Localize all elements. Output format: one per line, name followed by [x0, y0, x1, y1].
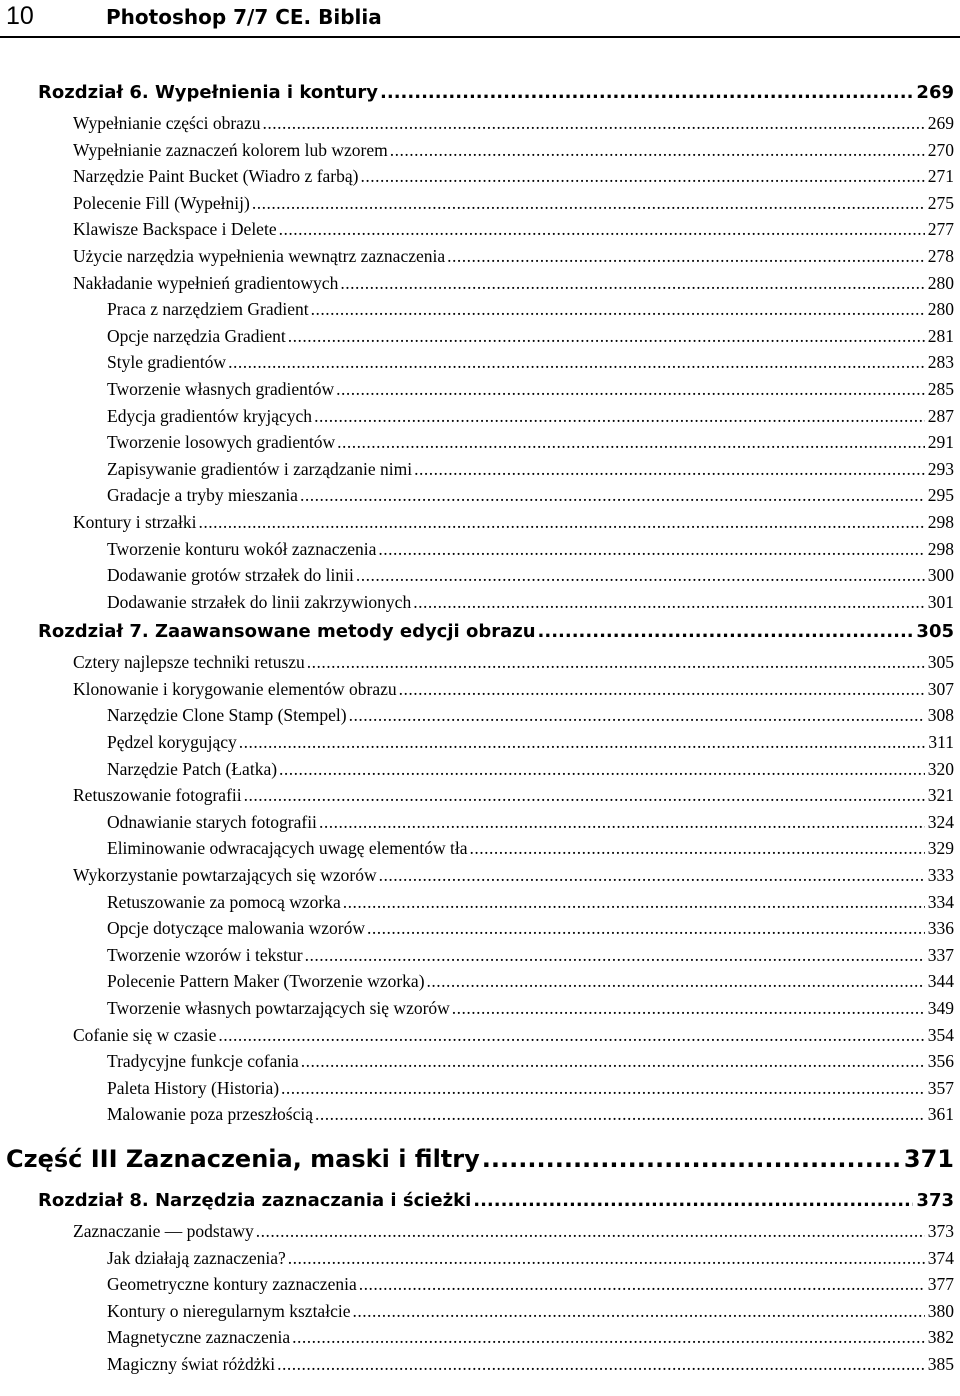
toc-entry-page: 374 [927, 1247, 954, 1268]
toc-entry-title: Kontury o nieregularnym kształcie [107, 1300, 351, 1321]
toc-section-row [0, 243, 960, 270]
toc-subsection-row [0, 756, 960, 783]
toc-entry-page: 280 [927, 299, 954, 320]
dot-leader [399, 676, 925, 703]
toc-entry-title: Narzędzie Clone Stamp (Stempel) [107, 705, 347, 726]
toc-entry-page: 280 [927, 272, 954, 293]
toc-entry-title: Tradycyjne funkcje cofania [107, 1051, 299, 1072]
toc-subsection-row [0, 729, 960, 756]
toc-entry-page: 336 [927, 918, 954, 939]
toc-subsection-row [0, 482, 960, 509]
dot-leader [288, 323, 925, 350]
toc-section-row [0, 782, 960, 809]
toc-entry-page: 298 [927, 511, 954, 532]
toc-subsection-row [0, 456, 960, 483]
toc-entry-page: 329 [927, 838, 954, 859]
toc-subsection-row [0, 536, 960, 563]
toc-subsection-row [0, 889, 960, 916]
toc-entry-page: 285 [927, 378, 954, 399]
toc-subsection-row [0, 1271, 960, 1298]
toc-entry-title: Dodawanie strzałek do linii zakrzywionych [107, 591, 412, 612]
toc-entry-page: 371 [903, 1144, 954, 1173]
dot-leader [300, 482, 925, 509]
toc-entry-title: Jak działają zaznaczenia? [107, 1247, 286, 1268]
dot-leader [367, 915, 925, 942]
dot-leader [288, 1245, 925, 1272]
dot-leader [473, 1184, 913, 1218]
dot-leader [307, 649, 925, 676]
toc-entry-title: Style gradientów [107, 352, 227, 373]
toc-section-row [0, 1218, 960, 1245]
toc-entry-title: Paleta History (Historia) [107, 1077, 280, 1098]
toc-entry-page: 354 [927, 1024, 954, 1045]
toc-entry-page: 305 [916, 621, 954, 643]
toc-chapter-row [0, 76, 960, 110]
toc-entry-page: 291 [927, 432, 954, 453]
dot-leader [413, 589, 925, 616]
dot-leader [447, 243, 925, 270]
toc-section-row [0, 649, 960, 676]
toc-entry-page: 344 [927, 971, 954, 992]
dot-leader [427, 968, 925, 995]
toc-subsection-row [0, 1351, 960, 1378]
toc-entry-page: 307 [927, 678, 954, 699]
toc-chapter-row [0, 615, 960, 649]
page-header [0, 0, 960, 38]
toc-entry-title: Wykorzystanie powtarzających się wzorów [73, 865, 377, 886]
toc-section-row [0, 163, 960, 190]
toc-section-row [0, 190, 960, 217]
dot-leader [379, 862, 925, 889]
toc-entry-page: 275 [927, 192, 954, 213]
toc-entry-page: 380 [927, 1300, 954, 1321]
toc-entry-title: Użycie narzędzia wypełnienia wewnątrz zaznaczenia [73, 245, 446, 266]
toc-section-row [0, 216, 960, 243]
dot-leader [538, 615, 914, 649]
toc-subsection-row [0, 1245, 960, 1272]
dot-leader [349, 702, 925, 729]
toc-entry-title: Gradacje a tryby mieszania [107, 485, 298, 506]
dot-leader [336, 376, 925, 403]
toc-entry-title: Pędzel korygujący [107, 732, 237, 753]
toc-entry-page: 377 [927, 1274, 954, 1295]
toc-entry-page: 271 [927, 166, 954, 187]
toc-subsection-row [0, 702, 960, 729]
toc-entry-title: Malowanie poza przeszłością [107, 1104, 314, 1125]
toc-entry-title: Wypełnianie zaznaczeń kolorem lub wzorem [73, 139, 388, 160]
dot-leader [281, 1075, 925, 1102]
toc-entry-page: 287 [927, 405, 954, 426]
dot-leader [360, 163, 924, 190]
toc-section-row [0, 509, 960, 536]
toc-entry-page: 298 [927, 538, 954, 559]
dot-leader [319, 809, 925, 836]
dot-leader [482, 1134, 901, 1184]
toc-subsection-row [0, 915, 960, 942]
toc-entry-title: Tworzenie losowych gradientów [107, 432, 336, 453]
toc-subsection-row [0, 1075, 960, 1102]
toc-entry-title: Praca z narzędziem Gradient [107, 299, 309, 320]
dot-leader [198, 509, 924, 536]
toc-section-row [0, 110, 960, 137]
dot-leader [239, 729, 926, 756]
dot-leader [340, 270, 924, 297]
page-number: 10 [6, 2, 34, 30]
toc-entry-page: 295 [927, 485, 954, 506]
toc-entry-title: Cztery najlepsze techniki retuszu [73, 652, 305, 673]
toc-entry-title: Dodawanie grotów strzałek do linii [107, 565, 354, 586]
dot-leader [301, 1048, 925, 1075]
toc-entry-title: Retuszowanie fotografii [73, 785, 242, 806]
toc-subsection-row [0, 296, 960, 323]
toc-entry-page: 293 [927, 458, 954, 479]
toc-entry-title: Klonowanie i korygowanie elementów obrazu [73, 678, 397, 699]
toc-subsection-row [0, 1324, 960, 1351]
dot-leader [228, 349, 925, 376]
dot-leader [311, 296, 925, 323]
toc-entry-page: 269 [927, 113, 954, 133]
dot-leader [292, 1324, 925, 1351]
dot-leader [244, 782, 925, 809]
toc-entry-page: 269 [916, 82, 954, 103]
toc-entry-title: Opcje narzędzia Gradient [107, 325, 286, 346]
toc-entry-page: 311 [928, 732, 954, 753]
toc-entry-title: Wypełnianie części obrazu [73, 113, 261, 133]
toc-subsection-row [0, 1101, 960, 1128]
toc-entry-title: Tworzenie wzorów i tekstur [107, 944, 303, 965]
toc-subsection-row [0, 349, 960, 376]
toc-subsection-row [0, 403, 960, 430]
dot-leader [356, 562, 925, 589]
toc-entry-page: 356 [927, 1051, 954, 1072]
toc-entry-page: 357 [927, 1077, 954, 1098]
dot-leader [352, 1298, 924, 1325]
toc-entry-title: Cofanie się w czasie [73, 1024, 217, 1045]
dot-leader [262, 110, 924, 137]
toc-subsection-row [0, 1048, 960, 1075]
toc-entry-title: Rozdział 7. Zaawansowane metody edycji obrazu [38, 621, 536, 643]
toc-entry-title: Polecenie Fill (Wypełnij) [73, 192, 250, 213]
toc-entry-page: 349 [927, 998, 954, 1018]
dot-leader [279, 756, 925, 783]
toc-entry-title: Zapisywanie gradientów i zarządzanie nimi [107, 458, 413, 479]
toc-entry-title: Magiczny świat różdżki [107, 1353, 276, 1374]
toc-entry-title: Narzędzie Patch (Łatka) [107, 758, 278, 779]
dot-leader [378, 536, 924, 563]
dot-leader [337, 429, 925, 456]
toc-section-row [0, 270, 960, 297]
toc-entry-title: Polecenie Pattern Maker (Tworzenie wzorka) [107, 971, 425, 992]
toc-entry-title: Kontury i strzałki [73, 511, 197, 532]
dot-leader [277, 1351, 925, 1378]
toc-entry-page: 300 [927, 565, 954, 586]
toc-entry-page: 283 [927, 352, 954, 373]
toc-section-row [0, 137, 960, 164]
dot-leader [314, 403, 925, 430]
toc-entry-page: 270 [927, 139, 954, 160]
toc-subsection-row [0, 562, 960, 589]
toc-entry-title: Eliminowanie odwracających uwagę elementów tła [107, 838, 468, 859]
toc-subsection-row [0, 429, 960, 456]
toc-subsection-row [0, 589, 960, 616]
toc-entry-title: Retuszowanie za pomocą wzorka [107, 891, 341, 912]
toc-entry-title: Tworzenie konturu wokół zaznaczenia [107, 538, 377, 559]
toc-chapter-row [0, 1184, 960, 1218]
toc-subsection-row [0, 809, 960, 836]
toc-entry-title: Rozdział 8. Narzędzia zaznaczania i ścieżki [38, 1189, 472, 1211]
toc-subsection-row [0, 1298, 960, 1325]
toc-entry-title: Część III Zaznaczenia, maski i filtry [6, 1144, 480, 1173]
toc-entry-title: Klawisze Backspace i Delete [73, 219, 277, 240]
toc-entry-page: 385 [927, 1353, 954, 1374]
toc-entry-title: Magnetyczne zaznaczenia [107, 1327, 291, 1348]
toc-entry-page: 277 [927, 219, 954, 240]
dot-leader [305, 942, 925, 969]
toc-section-row [0, 1022, 960, 1049]
toc-entry-title: Zaznaczanie — podstawy [73, 1220, 254, 1241]
toc-entry-page: 361 [927, 1104, 954, 1125]
toc-subsection-row [0, 376, 960, 403]
toc-entry-page: 320 [927, 758, 954, 779]
toc-entry-page: 281 [927, 325, 954, 346]
toc-entry-page: 278 [927, 245, 954, 266]
toc-entry-page: 308 [927, 705, 954, 726]
toc-entry-title: Odnawianie starych fotografii [107, 811, 317, 832]
toc-entry-page: 337 [927, 944, 954, 965]
toc-entry-title: Rozdział 6. Wypełnienia i kontury [38, 82, 379, 103]
toc-entry-title: Geometryczne kontury zaznaczenia [107, 1274, 357, 1295]
toc-subsection-row [0, 942, 960, 969]
toc-entry-page: 373 [916, 1189, 954, 1211]
book-title: Photoshop 7/7 CE. Biblia [106, 5, 382, 29]
toc-part-row [0, 1134, 960, 1184]
dot-leader [218, 1022, 924, 1049]
dot-leader [256, 1218, 925, 1245]
toc-entry-page: 373 [927, 1220, 954, 1241]
toc-entry-page: 305 [927, 652, 954, 673]
dot-leader [452, 995, 925, 1022]
toc-entry-title: Nakładanie wypełnień gradientowych [73, 272, 339, 293]
toc-subsection-row [0, 995, 960, 1022]
dot-leader [359, 1271, 925, 1298]
toc-entry-page: 334 [927, 891, 954, 912]
toc-entry-page: 324 [927, 811, 954, 832]
dot-leader [380, 76, 913, 110]
toc-entry-title: Edycja gradientów kryjących [107, 405, 313, 426]
table-of-contents [0, 76, 960, 1378]
toc-entry-page: 333 [927, 865, 954, 886]
dot-leader [343, 889, 925, 916]
toc-section-row [0, 676, 960, 703]
toc-entry-page: 382 [927, 1327, 954, 1348]
toc-entry-title: Tworzenie własnych powtarzających się wzorów [107, 998, 450, 1018]
toc-subsection-row [0, 968, 960, 995]
toc-subsection-row [0, 835, 960, 862]
toc-entry-page: 321 [927, 785, 954, 806]
dot-leader [252, 190, 925, 217]
toc-entry-page: 301 [927, 591, 954, 612]
dot-leader [315, 1101, 925, 1128]
toc-subsection-row [0, 323, 960, 350]
toc-entry-title: Narzędzie Paint Bucket (Wiadro z farbą) [73, 166, 359, 187]
dot-leader [390, 137, 925, 164]
toc-entry-title: Opcje dotyczące malowania wzorów [107, 918, 366, 939]
toc-section-row [0, 862, 960, 889]
dot-leader [414, 456, 925, 483]
dot-leader [470, 835, 925, 862]
toc-entry-title: Tworzenie własnych gradientów [107, 378, 335, 399]
dot-leader [279, 216, 925, 243]
